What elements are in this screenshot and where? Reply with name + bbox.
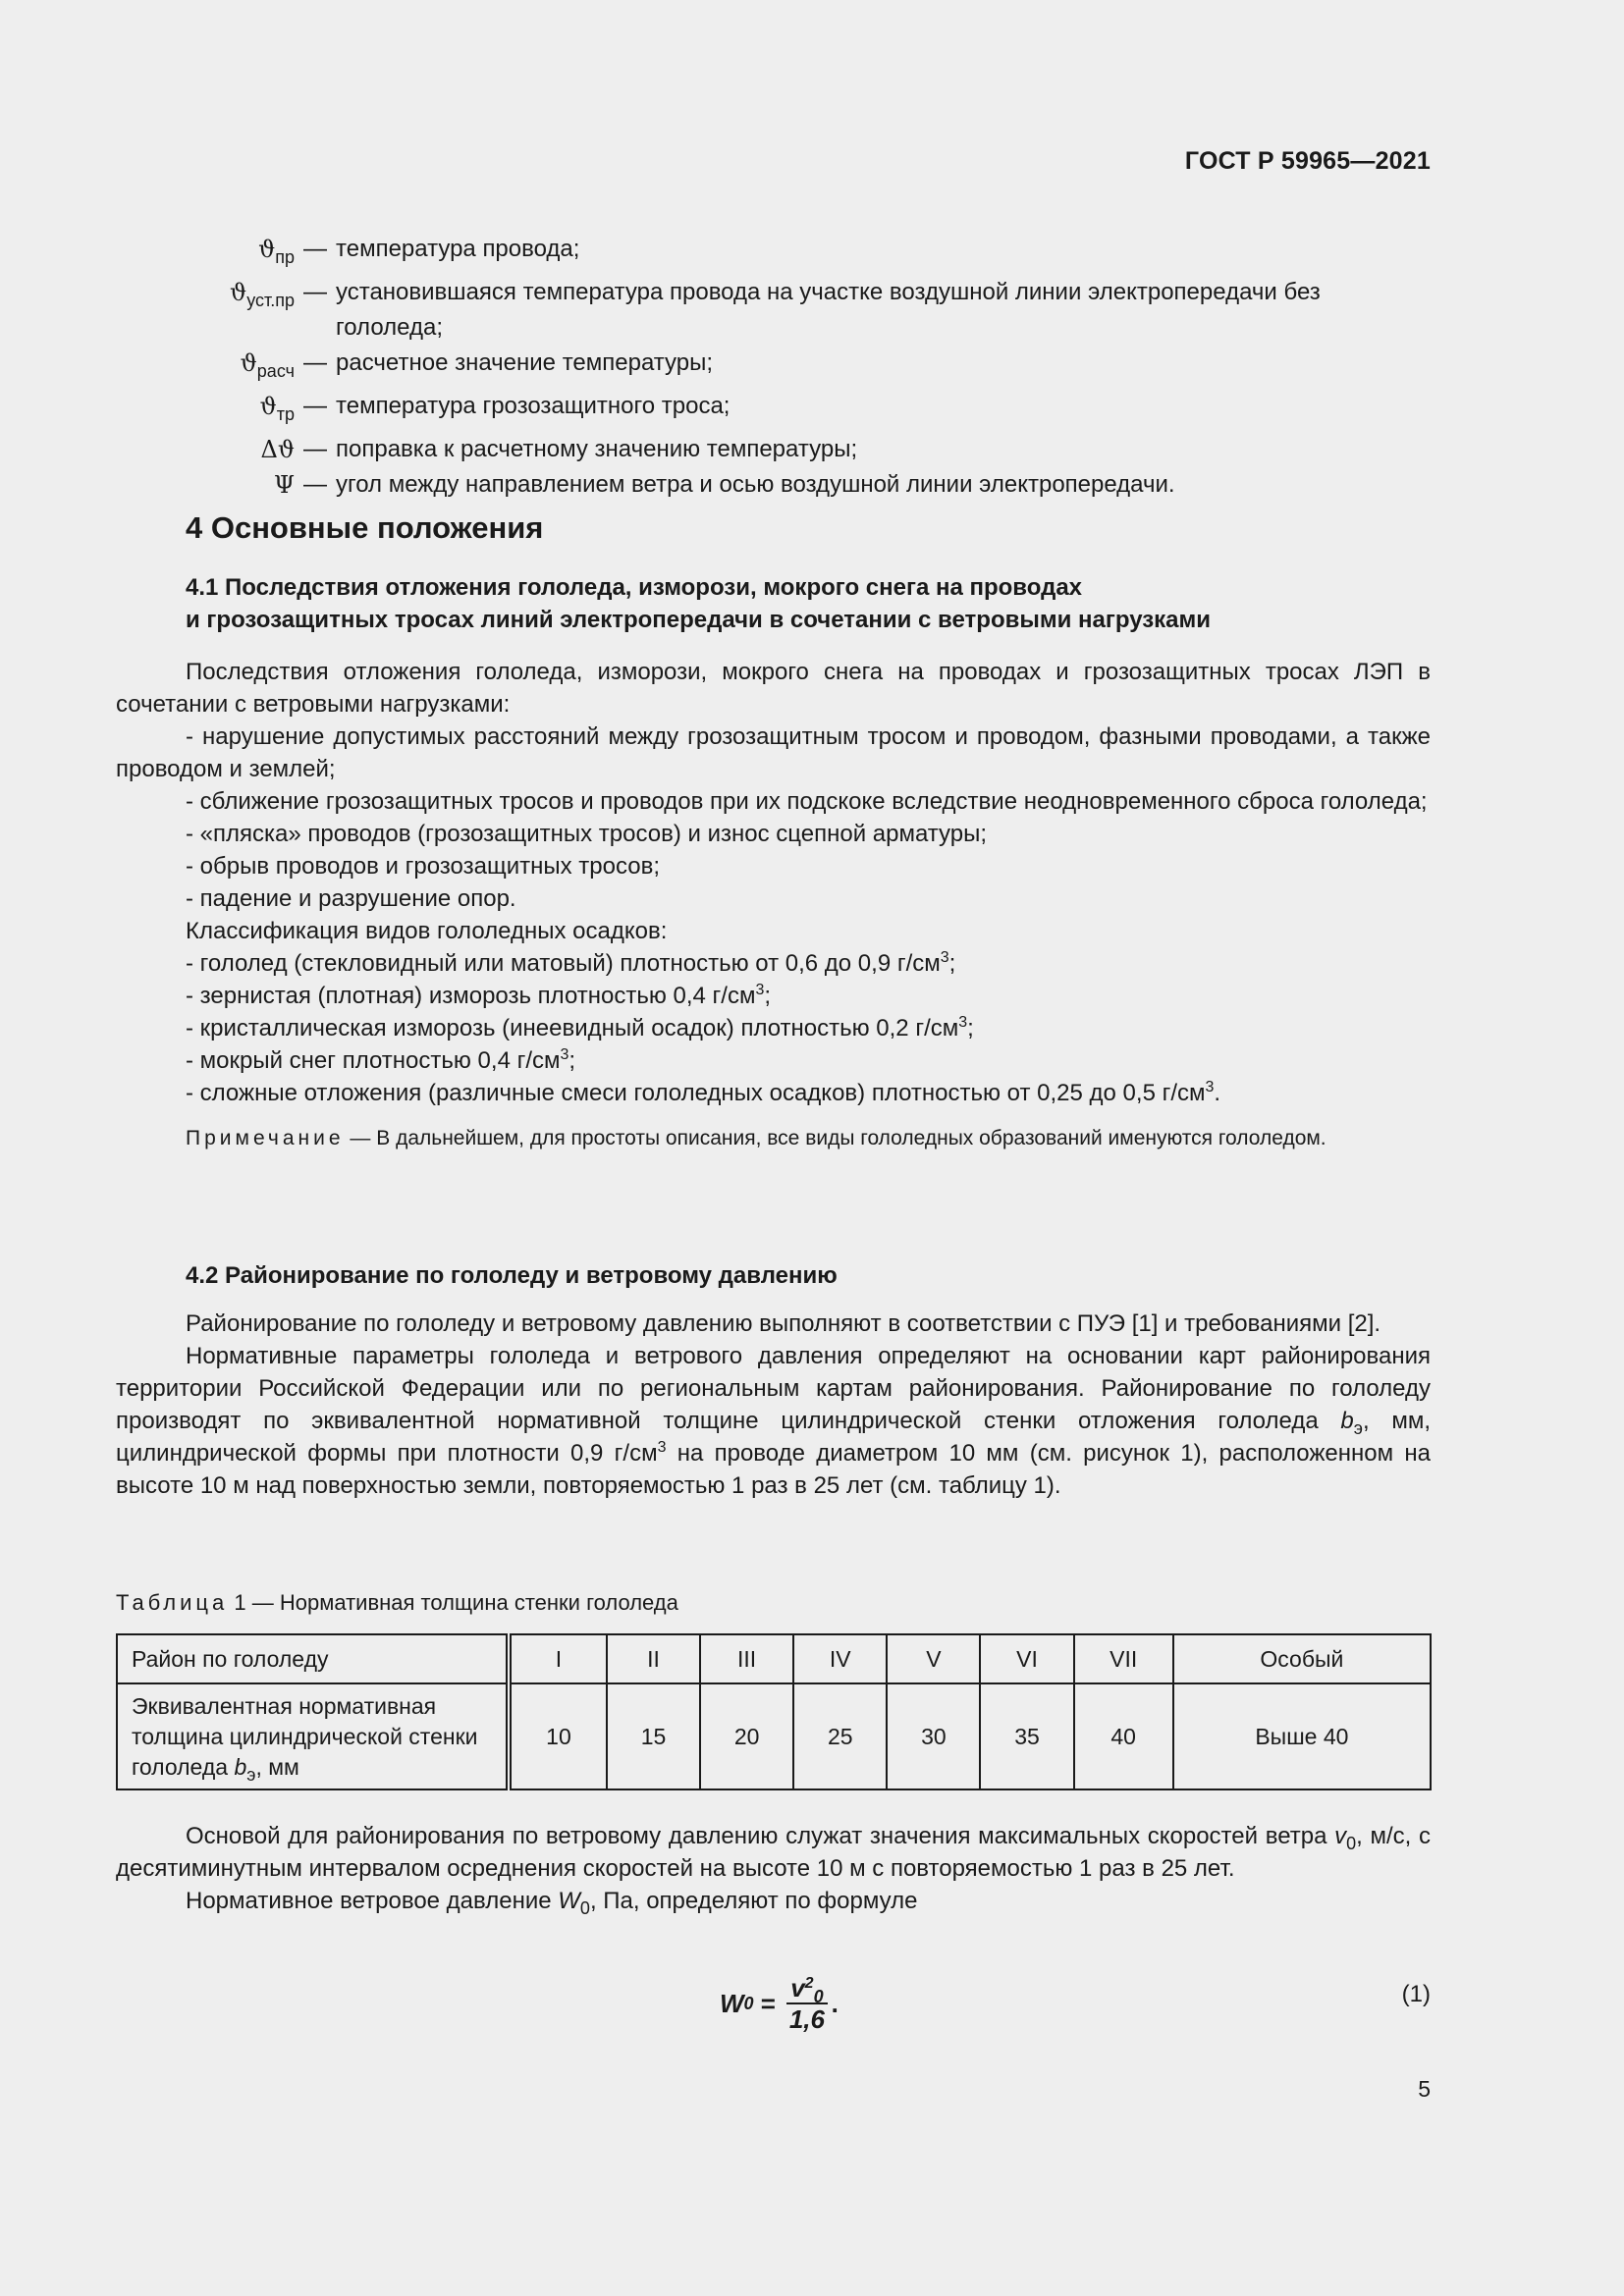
list-item: - сближение грозозащитных тросов и проводов при их подскоке вследствие неодновременного сброса гололеда; [186,788,1428,815]
table-cell: 35 [980,1683,1073,1789]
table-cell: V [887,1634,980,1683]
definition-text: поправка к расчетному значению температуры; [336,436,858,462]
standard-header: ГОСТ Р 59965—2021 [1184,147,1431,175]
section-4-1-heading [186,571,1211,636]
definition-subscript: пр [275,247,295,267]
table-caption-label: Таблица [116,1590,229,1615]
table-cell: Выше 40 [1173,1683,1431,1789]
definition-subscript: расч [256,361,295,381]
definition-item [118,467,1431,503]
note-label: Примечание [186,1127,345,1149]
table-cell: Особый [1173,1634,1431,1683]
paragraph: Классификация видов гололедных осадков: [186,918,668,944]
definition-dash: — [303,471,327,498]
table-cell: 10 [509,1683,607,1789]
table-cell: VII [1074,1634,1173,1683]
wind-pressure-formula: W 0 = $\frac{v^2_0}{1,6}$ . [720,1973,839,2034]
definition-item [118,432,1431,467]
paragraph: Основой для районирования по ветровому давлению служат значения максимальных скоростей ветра $v_0$, м/с, с десятиминутным интервалом осреднения скоростей на высоте 10 м с повторяемостью 1 раз в 25 лет. [116,1823,1432,1882]
section-4-2-heading: 4.2 Районирование по гололеду и ветровому давлению [186,1262,838,1289]
table-cell: II [607,1634,700,1683]
list-item: - кристаллическая изморозь (инеевидный осадок) плотностью 0,2 $г/см^3$; [186,1014,974,1041]
definitions-list [118,232,1431,503]
table-caption-text: 1 — Нормативная толщина стенки гололеда [228,1590,678,1615]
list-item: - гололед (стекловидный или матовый) плотностью от 0,6 до 0,9 $г/см^3$; [186,949,956,977]
section-4-1-body [116,656,1431,1154]
definition-item [118,389,1431,432]
section-4-2-body [116,1308,1431,1502]
definition-text: температура грозозащитного троса; [336,393,731,419]
table-cell: 25 [793,1683,887,1789]
definition-symbol: Δϑ [260,436,295,463]
definition-symbol: ϑ [240,349,257,377]
page-number: 5 [1418,2076,1431,2102]
paragraph: Нормативное ветровое давление $W_0$, Па, определяют по формуле [186,1888,918,1918]
section-4-1-heading-line-1: 4.1 Последствия отложения гололеда, изморози, мокрого снега на проводах [186,574,1083,601]
table-cell: 30 [887,1683,980,1789]
formula-number: (1) [1401,1981,1431,2007]
list-item: - нарушение допустимых расстояний между грозозащитным тросом и проводом, фазными проводами, а также проводом и землей; [116,723,1431,782]
paragraph: Нормативные параметры гололеда и ветрового давления определяют на основании карт районирования территории Российской Федерации или по региональным картам районирования. Районирование по гололеду производят по эквивалентной нормативной толщине цилиндрической стенки отложения гололеда $b_э$, мм, цилиндрической формы при плотности 0,9 $г/см^3$ на проводе диаметром 10 мм (см. рисунок 1), расположенном на высоте 10 м над поверхностью земли, повторяемостью 1 раз в 25 лет (см. таблицу 1). [116,1343,1431,1499]
list-item: - сложные отложения (различные смеси гололедных осадков) плотностью от 0,25 до 0,5 $г/см^3$. [186,1079,1221,1106]
list-item: - зернистая (плотная) изморозь плотностью 0,4 $г/см^3$; [186,982,772,1009]
definition-item [118,346,1431,389]
definition-dash: — [303,349,327,376]
definition-dash: — [303,236,327,262]
paragraph: Последствия отложения гололеда, изморози, мокрого снега на проводах и грозозащитных тросах ЛЭП в сочетании с ветровыми нагрузками: [116,659,1431,718]
definition-text: расчетное значение температуры; [336,349,714,376]
table-header-cell: Эквивалентная нормативная толщина цилиндрической стенки гололеда $b_э$, мм [117,1683,509,1789]
definition-symbol: ϑ [259,393,277,420]
list-item: - мокрый снег плотностью 0,4 $г/см^3$; [186,1046,576,1074]
table-caption [116,1590,678,1616]
table-cell: IV [793,1634,887,1683]
definition-symbol: ϑ [230,279,247,306]
note-text: — В дальнейшем, для простоты описания, все виды гололедных образований именуются гололедом. [344,1127,1326,1149]
formula-fraction: $\frac{v^2_0}{1,6}$ [786,1973,827,2034]
table-cell: 20 [700,1683,793,1789]
wind-pressure-body [116,1820,1431,1917]
table-cell: VI [980,1634,1073,1683]
section-4-1-heading-line-2: и грозозащитных тросах линий электропередачи в сочетании с ветровыми нагрузками [186,607,1212,633]
definition-dash: — [303,436,327,462]
table-cell: III [700,1634,793,1683]
table-row [117,1634,1431,1683]
paragraph: Районирование по гололеду и ветровому давлению выполняют в соответствии с ПУЭ [1] и требованиями [2]. [186,1310,1381,1337]
list-item: - обрыв проводов и грозозащитных тросов; [186,853,660,880]
definition-symbol: ϑ [258,236,276,263]
table-cell: 15 [607,1683,700,1789]
definition-dash: — [303,393,327,419]
definition-subscript: тр [276,404,295,424]
section-4-heading: 4 Основные положения [186,510,544,545]
note [116,1123,1431,1154]
definition-text: угол между направлением ветра и осью воздушной линии электропередачи. [336,471,1175,498]
definition-symbol: Ψ [273,471,295,499]
definition-dash: — [303,279,327,305]
list-item: - падение и разрушение опор. [186,885,516,912]
ice-thickness-table [116,1633,1432,1790]
definition-subscript: уст.пр [246,291,295,310]
definition-item [118,232,1431,275]
table-row [117,1683,1431,1789]
table-cell: 40 [1074,1683,1173,1789]
table-cell: I [509,1634,607,1683]
definition-text: температура провода; [336,236,580,262]
list-item: - «пляска» проводов (грозозащитных тросов) и износ сцепной арматуры; [186,821,988,847]
definition-text: установившаяся температура провода на участке воздушной линии электропередачи без гололеда; [336,279,1321,341]
definition-item [118,275,1431,346]
table-header-cell: Район по гололеду [117,1634,509,1683]
